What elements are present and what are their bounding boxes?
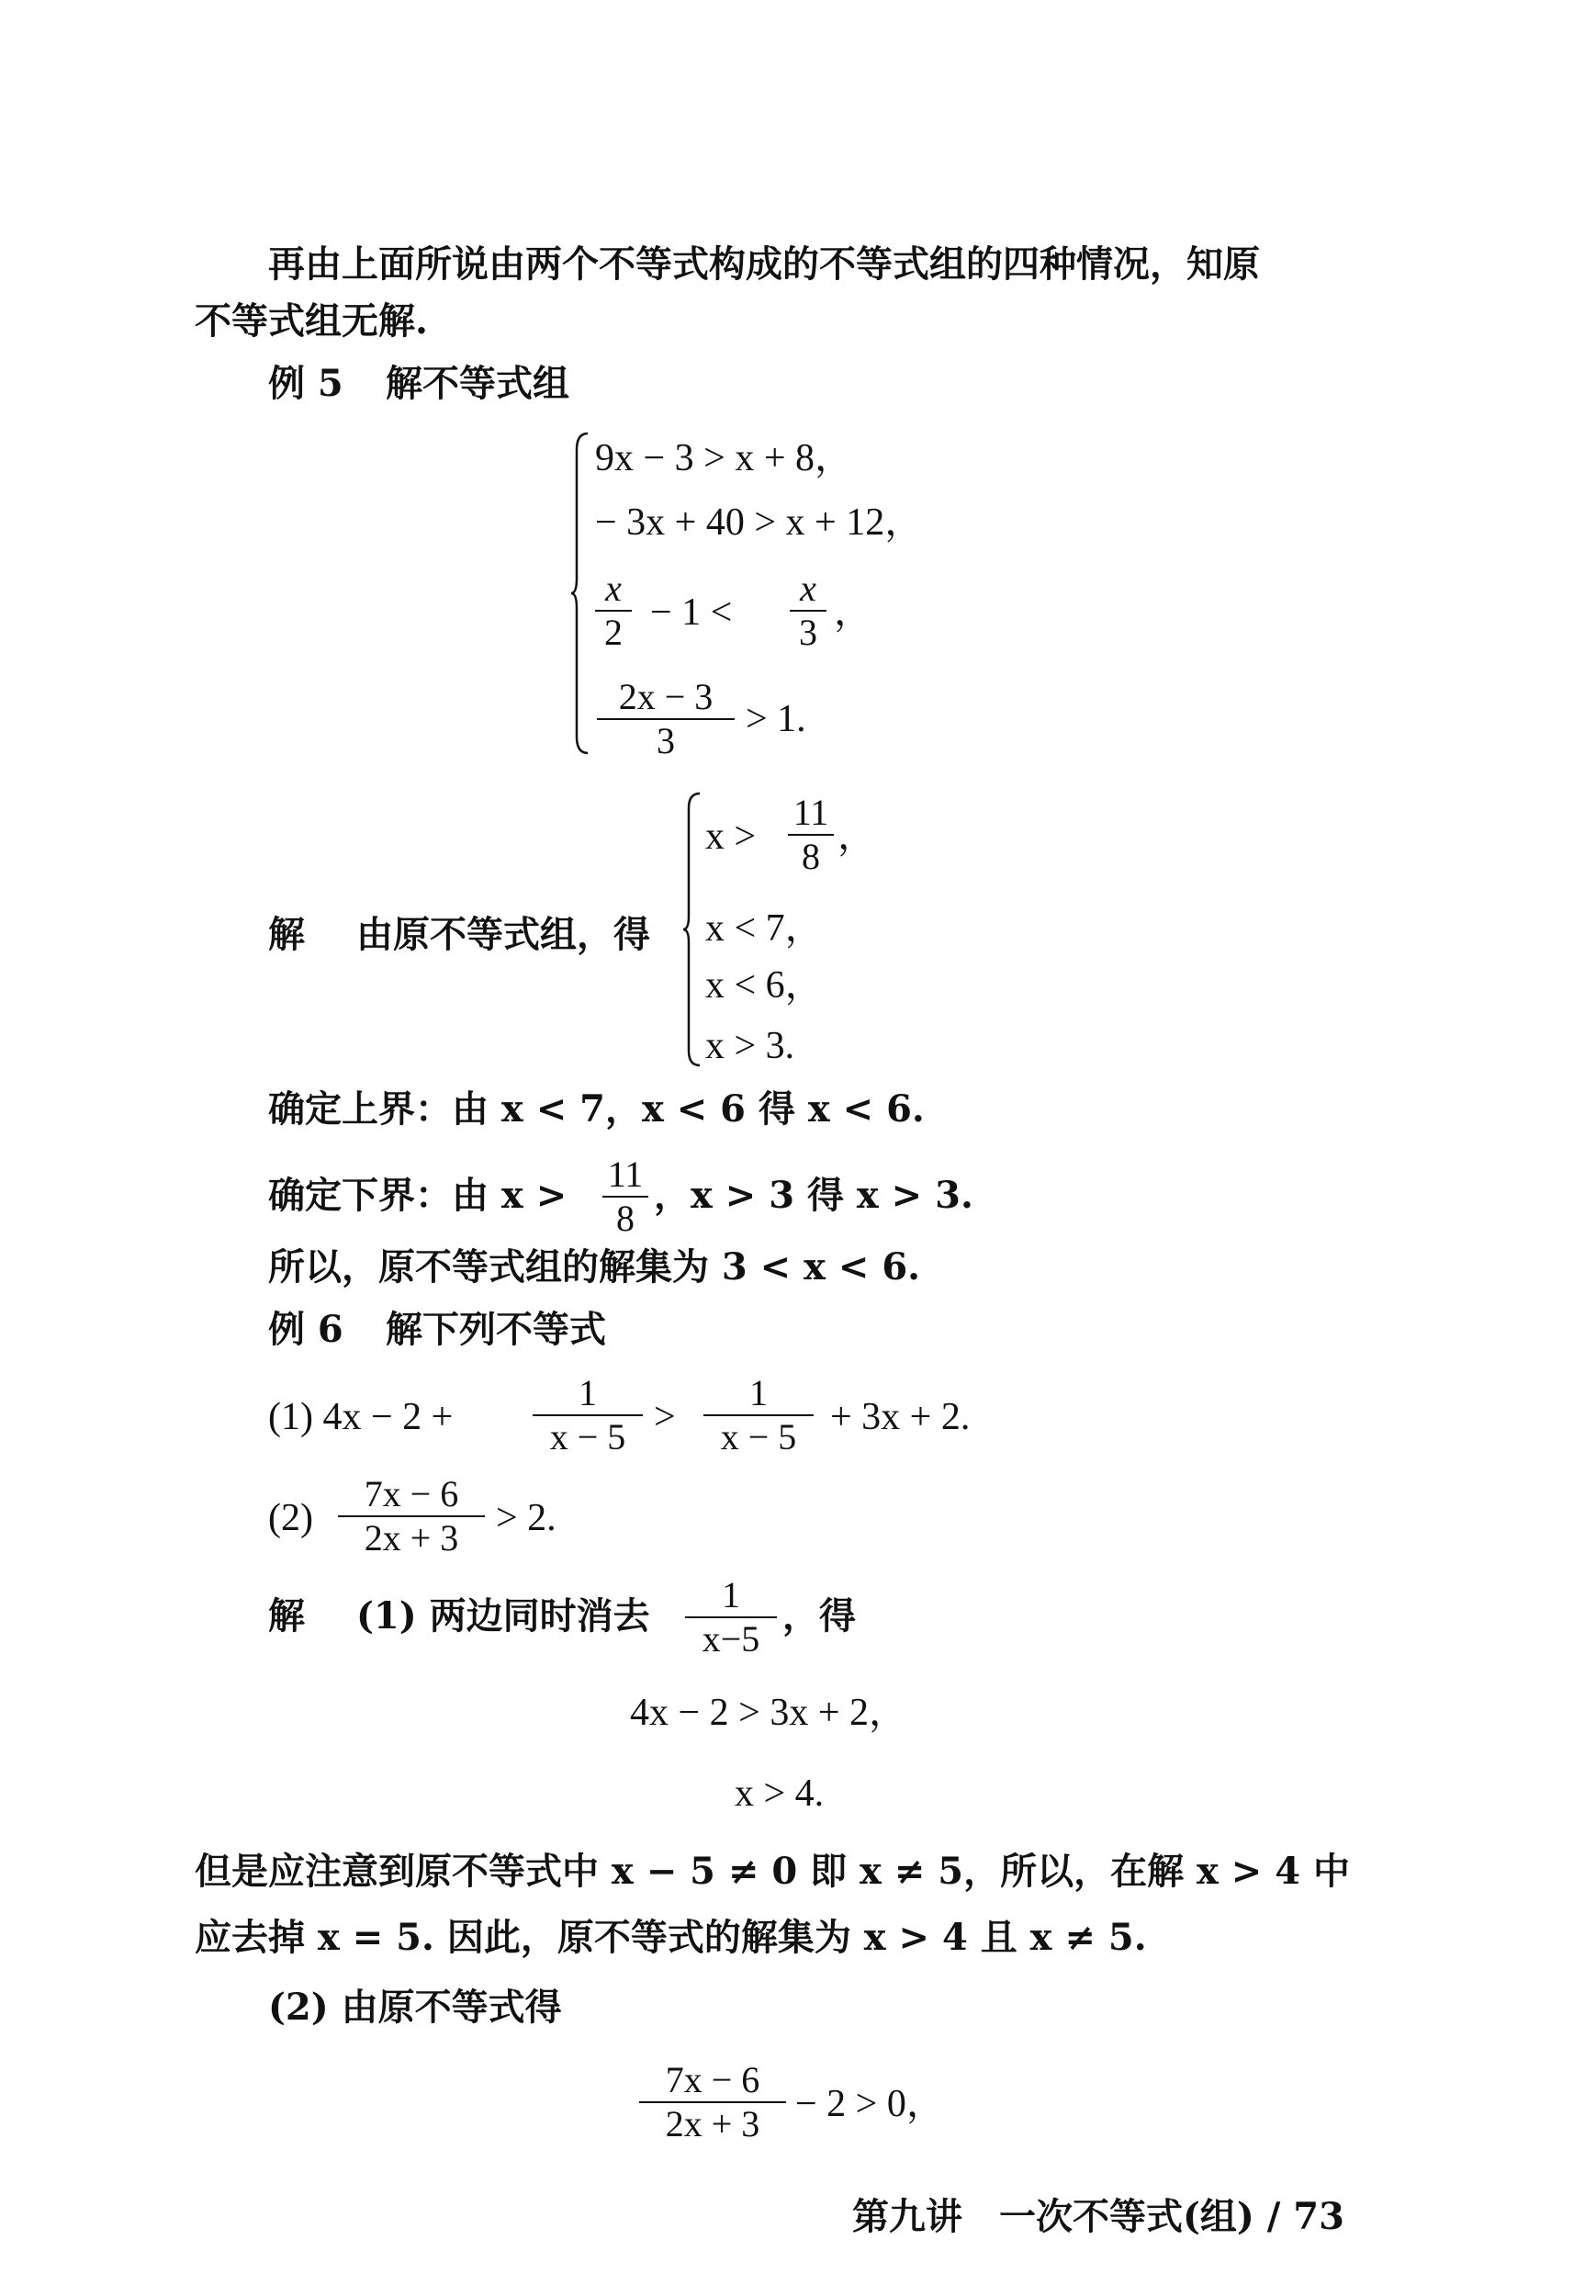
problem-1-a: (1) 4x − 2 +: [268, 1396, 454, 1438]
fraction-denominator: x − 5: [720, 1416, 797, 1458]
fraction-11-over-8: [788, 793, 834, 876]
solution-5-label: 解: [268, 913, 305, 956]
fraction-denominator: 2x + 3: [665, 2103, 760, 2144]
example-6-title: 解下列不等式: [386, 1308, 606, 1351]
fraction-denominator: 2: [604, 612, 623, 653]
upper-bound: 确定上界：由 x < 7，x < 6 得 x < 6.: [268, 1087, 925, 1131]
fraction-x-over-2: [595, 569, 632, 652]
paragraph-line-2: 不等式组无解.: [195, 299, 428, 343]
solution-row-2: x < 7，: [705, 907, 824, 950]
fraction-numerator: 1: [722, 1574, 740, 1615]
fraction-denominator: 8: [802, 836, 820, 877]
solution-row-4: x > 3.: [705, 1025, 795, 1067]
solution-6-step-1-b: ，得: [782, 1594, 856, 1638]
left-brace: [683, 792, 702, 1067]
fraction-1-over-x-5: [533, 1374, 643, 1457]
equation-1: 4x − 2 > 3x + 2，: [630, 1692, 908, 1734]
fraction-numerator: x: [605, 568, 622, 609]
solution-6-step-1-a: (1) 两边同时消去: [356, 1594, 650, 1638]
paragraph-line-1: 再由上面所说由两个不等式构成的不等式组的四种情况，知原: [268, 242, 1260, 286]
system-row-1: 9x − 3 > x + 8，: [595, 437, 854, 479]
fraction-7x-6-over-2x-3: [639, 2061, 786, 2144]
example-5-label: 例 5: [268, 362, 343, 405]
fraction-numerator: 1: [749, 1372, 768, 1413]
fraction-numerator: 2x − 3: [618, 676, 714, 717]
lower-bound-b: ，x > 3 得 x > 3.: [654, 1174, 973, 1217]
fraction-denominator: 3: [657, 720, 675, 761]
system-row-4-tail: > 1.: [746, 698, 806, 740]
fraction-1-over-x-5: [703, 1374, 814, 1457]
fraction-2x-3-over-3: [597, 678, 735, 760]
equation-2: x > 4.: [735, 1773, 825, 1815]
fraction-denominator: 2x + 3: [364, 1517, 459, 1559]
fraction-x-over-3: [790, 569, 826, 652]
solution-row-3: x < 6，: [705, 964, 824, 1007]
equation-3-tail: − 2 > 0，: [795, 2083, 945, 2125]
fraction-numerator: 7x − 6: [364, 1473, 459, 1514]
fraction-numerator: 1: [579, 1372, 597, 1413]
conclusion: 所以，原不等式组的解集为 3 < x < 6.: [268, 1245, 921, 1289]
problem-1-mid: >: [654, 1396, 676, 1438]
system-row-2: − 3x + 40 > x + 12，: [595, 501, 924, 544]
left-brace: [571, 432, 590, 755]
system-row-3-middle: − 1 <: [650, 591, 733, 634]
step-2: (2) 由原不等式得: [268, 1986, 562, 2029]
example-5-title: 解不等式组: [386, 362, 569, 405]
fraction-denominator: 8: [616, 1198, 635, 1239]
fraction-1-over-x-5: [685, 1576, 777, 1659]
example-6-label: 例 6: [268, 1308, 343, 1351]
system-row-3-tail: ，: [834, 591, 873, 634]
solution-row-1-tail: ，: [837, 816, 877, 858]
fraction-numerator: 7x − 6: [665, 2059, 760, 2100]
problem-2-a: (2): [268, 1497, 313, 1539]
problem-1-tail: + 3x + 2.: [830, 1396, 971, 1438]
page-footer: 第九讲 一次不等式(组) / 73: [852, 2195, 1344, 2238]
problem-2-tail: > 2.: [496, 1497, 556, 1539]
note-line-1: 但是应注意到原不等式中 x − 5 ≠ 0 即 x ≠ 5，所以，在解 x > 4 中: [195, 1850, 1350, 1893]
solution-row-1-lhs: x >: [705, 816, 757, 858]
fraction-denominator: x − 5: [549, 1416, 626, 1458]
fraction-11-over-8: [602, 1155, 648, 1238]
fraction-numerator: x: [800, 568, 816, 609]
solution-6-label: 解: [268, 1594, 305, 1638]
fraction-numerator: 11: [792, 792, 829, 833]
solution-5-intro: 由原不等式组，得: [356, 913, 650, 956]
note-line-2: 应去掉 x = 5. 因此，原不等式的解集为 x > 4 且 x ≠ 5.: [195, 1916, 1147, 1959]
fraction-denominator: x−5: [702, 1618, 760, 1660]
fraction-7x-6-over-2x-3: [338, 1475, 485, 1558]
fraction-denominator: 3: [799, 612, 817, 653]
lower-bound-a: 确定下界：由 x >: [268, 1174, 568, 1217]
fraction-numerator: 11: [607, 1154, 644, 1195]
